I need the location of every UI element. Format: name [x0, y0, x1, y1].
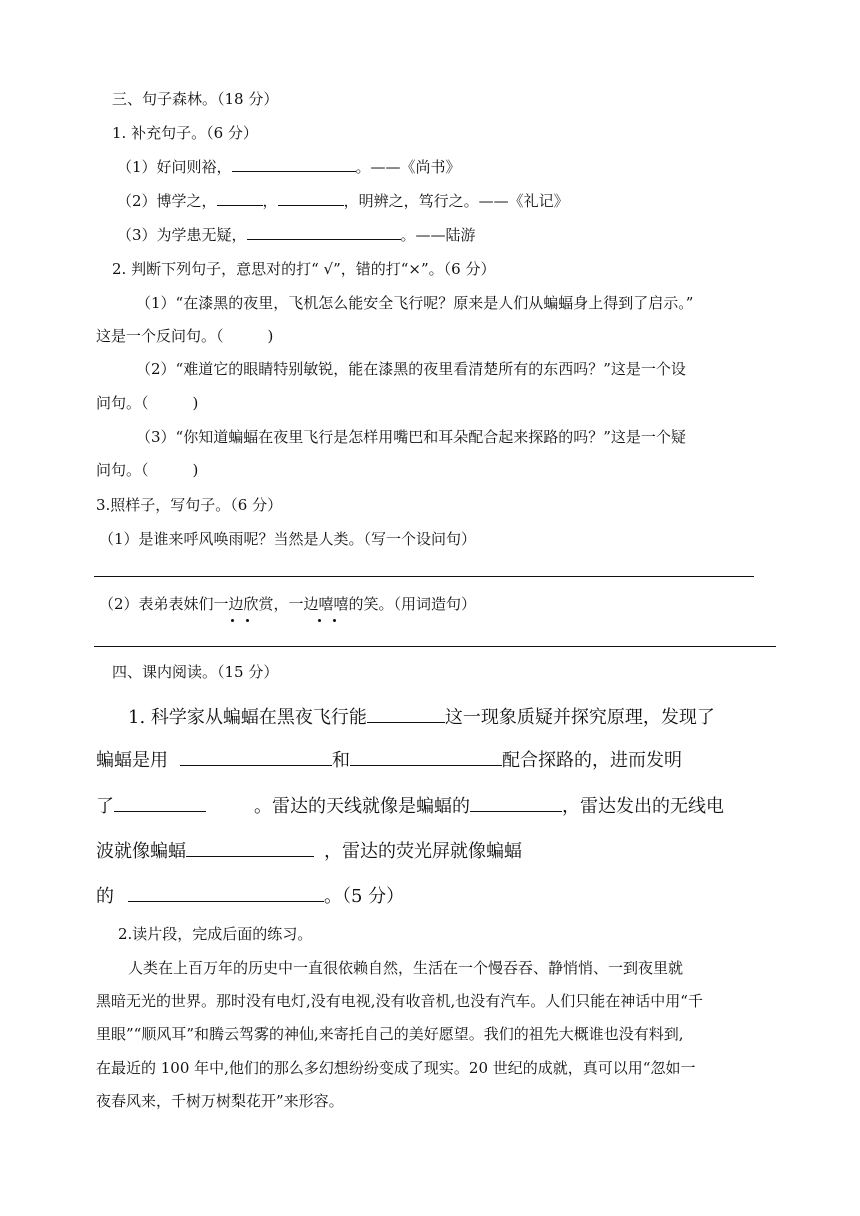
- answer-blank[interactable]: [470, 793, 562, 812]
- s4-q1-line3: [96, 793, 724, 819]
- q2-s1-text: 这是一个反问句。（: [96, 327, 224, 345]
- text: 波就像蝙蝠: [96, 841, 186, 862]
- answer-blank[interactable]: [128, 883, 324, 902]
- text: 1. 科学家从蝙蝠在黑夜飞行能: [128, 707, 367, 728]
- emphasis-dot: [333, 619, 336, 622]
- q3-heading: 3.照样子，写句子。（6 分）: [96, 496, 283, 514]
- text: 。雷达的天线就像是蝙蝠的: [254, 796, 470, 817]
- q2-s3-text: 问句。（: [96, 461, 149, 479]
- s4-q1-line4: [96, 838, 522, 864]
- text: 蝙蝠是用: [96, 750, 168, 771]
- passage-line-2: 黑暗无光的世界。那时没有电灯,没有电视,没有收音机,也没有汽车。人们只能在神话中用“千: [96, 992, 703, 1010]
- q1-item-2-mid: ，: [262, 192, 278, 210]
- q1-heading: 1. 补充句子。（6 分）: [112, 124, 258, 142]
- answer-line-2[interactable]: [94, 646, 776, 647]
- emphasis-dot: [246, 619, 249, 622]
- q2-s3-line2: [96, 460, 198, 480]
- answer-blank[interactable]: [180, 747, 332, 766]
- q3-item-2: （2）表弟表妹们一边欣赏，一边嘻嘻的笑。（用词造句）: [99, 595, 477, 613]
- answer-blank[interactable]: [186, 838, 314, 857]
- text: 这一现象质疑并探究原理，发现了: [444, 707, 715, 728]
- answer-blank[interactable]: [350, 747, 502, 766]
- s4-q1-line2: [96, 747, 682, 773]
- s4-q1-line1: [128, 704, 715, 730]
- q3-item-1: （1）是谁来呼风唤雨呢？当然是人类。（写一个设问句）: [99, 530, 477, 548]
- q1-item-2-suffix: ，明辨之，笃行之。——《礼记》: [343, 192, 569, 210]
- emphasis-dot: [318, 619, 321, 622]
- answer-blank[interactable]: [247, 225, 401, 240]
- q1-item-3-suffix: 。——陆游: [400, 226, 476, 244]
- emphasis-dot: [231, 619, 234, 622]
- passage-line-3: 里眼”“顺风耳”和腾云驾雾的神仙,来寄托自己的美好愿望。我们的祖先大概谁也没有料到,: [96, 1025, 684, 1043]
- q1-item-2: [117, 191, 569, 211]
- q1-item-3-prefix: （3）为学患无疑，: [117, 226, 247, 244]
- text: 和: [332, 750, 350, 771]
- passage-line-4: 在最近的 100 年中,他们的那么多幻想纷纷变成了现实。20 世纪的成就，真可以用“忽如一: [96, 1059, 696, 1077]
- answer-blank[interactable]: [367, 704, 445, 723]
- q1-item-2-prefix: （2）博学之，: [117, 192, 217, 210]
- text: 。（5 分）: [324, 886, 405, 907]
- q1-item-1: [117, 157, 461, 177]
- close-paren: ): [192, 394, 199, 412]
- q2-s1-line2: [96, 326, 273, 346]
- section-3-title: 三、句子森林。（18 分）: [112, 90, 279, 108]
- close-paren: ): [267, 327, 274, 345]
- text: ，雷达发出的无线电: [562, 796, 724, 817]
- text: ，雷达的荧光屏就像蝙蝠: [324, 841, 522, 862]
- q1-item-3: [117, 225, 476, 245]
- answer-blank[interactable]: [278, 191, 344, 206]
- passage-line-1: 人类在上百万年的历史中一直很依赖自然，生活在一个慢吞吞、静悄悄、一到夜里就: [128, 959, 684, 977]
- q1-item-1-suffix: 。——《尚书》: [355, 158, 461, 176]
- text: 配合探路的，进而发明: [502, 750, 682, 771]
- q2-s3-line1: （3）“你知道蝙蝠在夜里飞行是怎样用嘴巴和耳朵配合起来探路的吗？”这是一个疑: [136, 428, 686, 446]
- q2-heading: 2. 判断下列句子，意思对的打“ √”，错的打“×”。（6 分）: [112, 260, 496, 278]
- section-4-title: 四、课内阅读。（15 分）: [112, 663, 279, 681]
- answer-blank[interactable]: [217, 191, 263, 206]
- text: 了: [96, 796, 114, 817]
- q1-item-1-prefix: （1）好问则裕，: [117, 158, 232, 176]
- q2-s2-line2: [96, 393, 198, 413]
- answer-blank[interactable]: [114, 793, 206, 812]
- q2-s2-line1: （2）“难道它的眼睛特别敏锐，能在漆黑的夜里看清楚所有的东西吗？”这是一个设: [136, 360, 686, 378]
- answer-line-1[interactable]: [94, 576, 754, 577]
- s4-q1-line5: [96, 883, 404, 909]
- q2-s2-text: 问句。（: [96, 394, 149, 412]
- passage-line-5: 夜春风来，千树万树梨花开”来形容。: [96, 1092, 344, 1110]
- q2-s1-line1: （1）“在漆黑的夜里，飞机怎么能安全飞行呢？原来是人们从蝙蝠身上得到了启示。”: [136, 294, 694, 312]
- answer-blank[interactable]: [232, 157, 356, 172]
- s4-q2-heading: 2.读片段，完成后面的练习。: [118, 925, 313, 943]
- close-paren: ): [192, 461, 199, 479]
- text: 的: [96, 886, 114, 907]
